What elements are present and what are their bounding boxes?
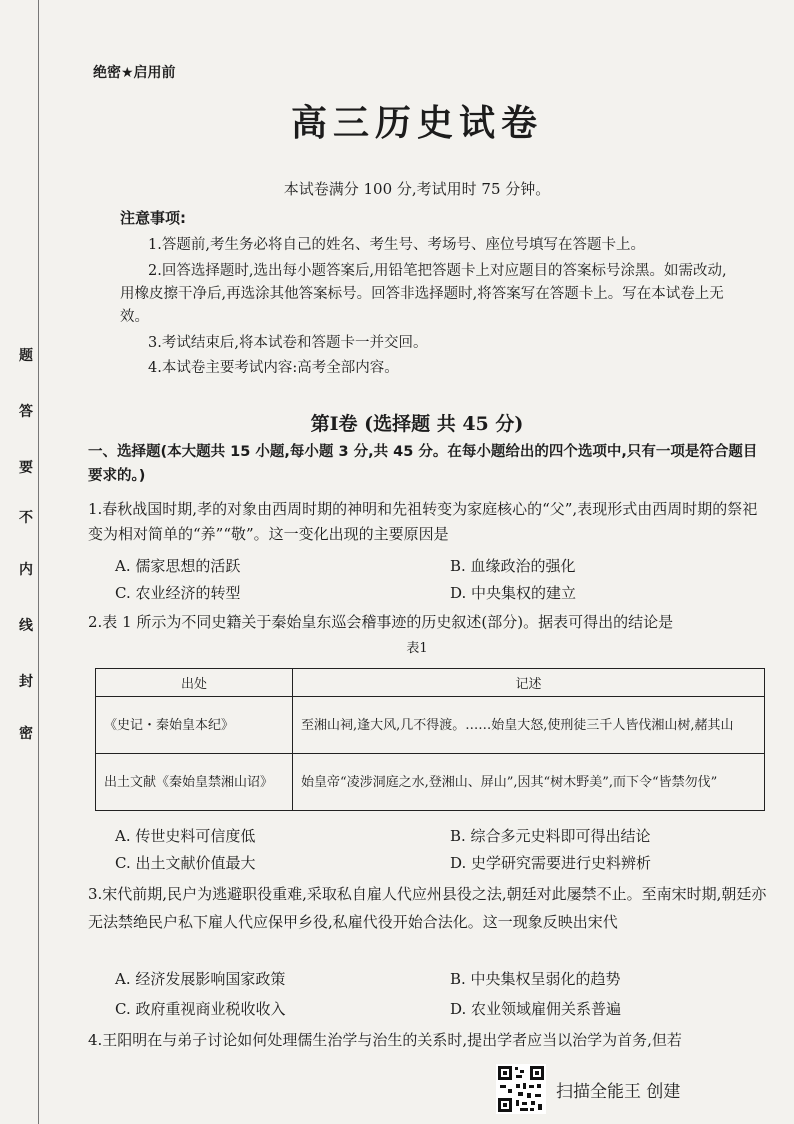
notice-item: 3.考试结束后,将本试卷和答题卡一并交回。 [148, 335, 428, 351]
table-row [96, 697, 765, 754]
option: C. 农业经济的转型 [115, 584, 241, 602]
option: D. 中央集权的建立 [450, 584, 577, 602]
option: C. 出土文献价值最大 [115, 854, 256, 872]
question-stem: 1.春秋战国时期,孝的对象由西周时期的神明和先祖转变为家庭核心的“父”,表现形式由西周时期的祭祀变为相对简单的“养”“敬”。这一变化出现的主要原因是 [88, 500, 758, 543]
seal-char: 封 [19, 674, 33, 690]
table-header-row [96, 669, 765, 697]
notice-heading: 注意事项: [120, 209, 186, 227]
scanner-watermark: 扫描全能王 创建 [556, 1082, 681, 1102]
exam-subtitle: 本试卷满分 100 分,考试用时 75 分钟。 [283, 180, 551, 198]
seal-char: 不 [19, 510, 33, 526]
seal-char: 答 [19, 404, 33, 420]
binding-line [38, 0, 39, 1124]
option: D. 史学研究需要进行史料辨析 [450, 854, 652, 872]
seal-char: 密 [19, 726, 33, 742]
table-cell: 《史记・秦始皇本纪》 [96, 697, 293, 754]
seal-char: 要 [19, 460, 33, 476]
question-stem: 4.王阳明在与弟子讨论如何处理儒生治学与治生的关系时,提出学者应当以治学为首务,但若 [88, 1031, 682, 1049]
table-row [96, 754, 765, 811]
secret-label: 绝密★启用前 [93, 65, 176, 81]
notice-item: 4.本试卷主要考试内容:高考全部内容。 [148, 360, 399, 376]
option: A. 传世史料可信度低 [115, 827, 256, 845]
seal-char: 线 [19, 618, 33, 634]
section-instruction: 一、选择题(本大题共 15 小题,每小题 3 分,共 45 分。在每小题给出的四个选项中,只有一项是符合题目要求的。) [88, 444, 758, 484]
table-cell: 出土文献《秦始皇禁湘山诏》 [96, 754, 293, 811]
option: B. 中央集权呈弱化的趋势 [450, 970, 621, 988]
seal-char: 题 [19, 348, 33, 364]
table-header: 记述 [293, 669, 765, 697]
option: A. 儒家思想的活跃 [115, 557, 241, 575]
question-stem: 3.宋代前期,民户为逃避职役重难,采取私自雇人代应州县役之法,朝廷对此屡禁不止。至南宋时期,朝廷亦无法禁绝民户私下雇人代应保甲乡役,私雇代役开始合法化。这一现象反映出宋代 [88, 885, 767, 931]
notice-item: 2.回答选择题时,选出每小题答案后,用铅笔把答题卡上对应题目的答案标号涂黑。如需改动,用橡皮擦干净后,再选涂其他答案标号。回答非选择题时,将答案写在答题卡上。写在本试卷上无效。 [120, 263, 727, 325]
source-table [95, 668, 765, 811]
option: C. 政府重视商业税收收入 [115, 1000, 286, 1018]
page-title: 高三历史试卷 [290, 102, 543, 144]
question-stem: 2.表 1 所示为不同史籍关于秦始皇东巡会稽事迹的历史叙述(部分)。据表可得出的结论是 [88, 613, 674, 631]
section-title: 第Ⅰ卷 (选择题 共 45 分) [310, 413, 524, 435]
notice-item: 1.答题前,考生务必将自己的姓名、考生号、考场号、座位号填写在答题卡上。 [148, 237, 645, 253]
option: B. 血缘政治的强化 [450, 557, 576, 575]
option: B. 综合多元史料即可得出结论 [450, 827, 651, 845]
table-cell: 至湘山祠,逢大风,几不得渡。……始皇大怒,使刑徒三千人皆伐湘山树,赭其山 [293, 697, 765, 754]
option: D. 农业领域雇佣关系普遍 [450, 1000, 622, 1018]
table-caption: 表1 [406, 641, 428, 656]
seal-char: 内 [19, 562, 33, 578]
table-header: 出处 [96, 669, 293, 697]
option: A. 经济发展影响国家政策 [115, 970, 286, 988]
qr-code-icon [496, 1064, 546, 1114]
table-cell: 始皇帝“凌涉洞庭之水,登湘山、屏山”,因其“树木野美”,而下令“皆禁勿伐” [293, 754, 765, 811]
